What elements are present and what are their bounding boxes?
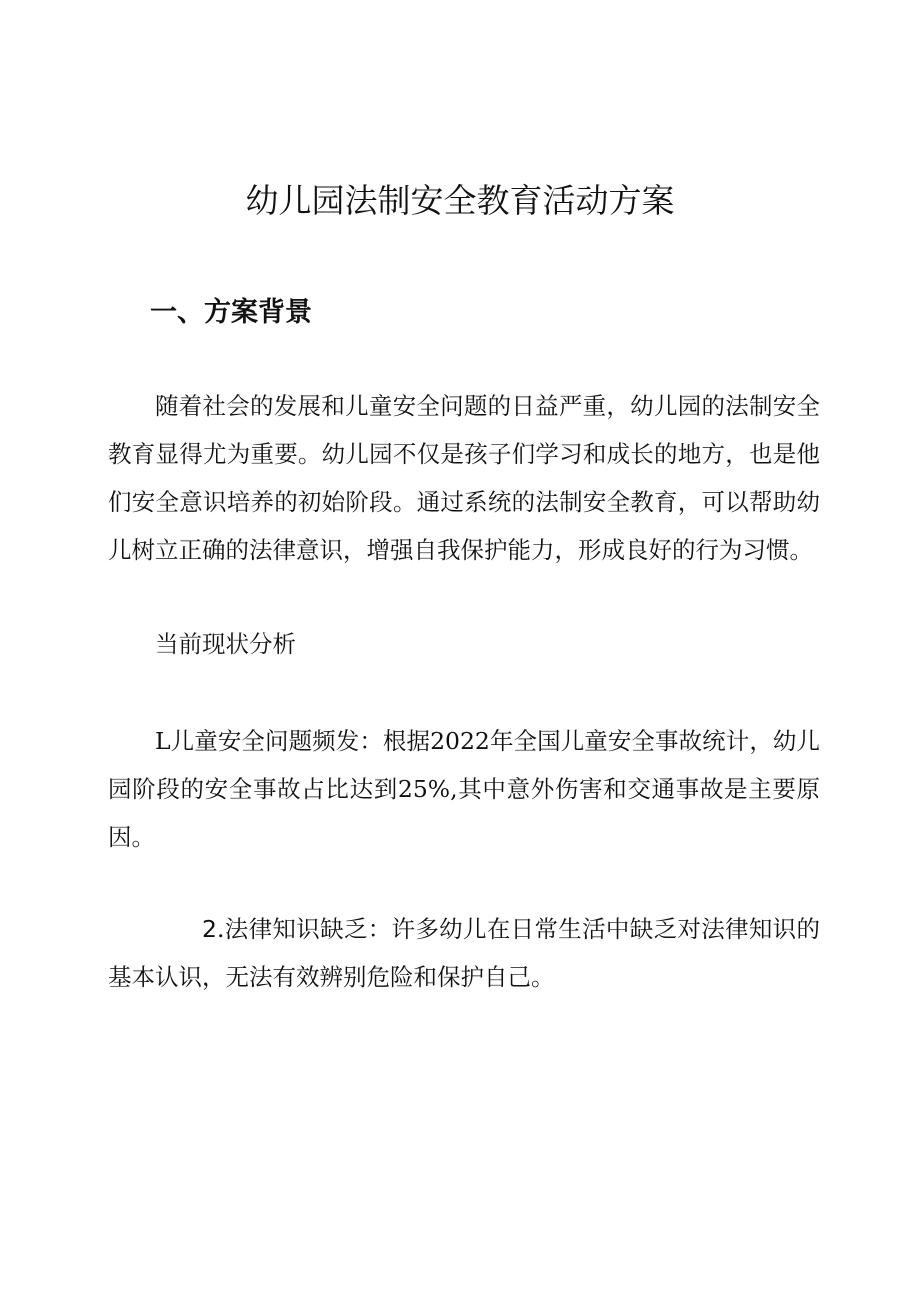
- background-paragraph: 随着社会的发展和儿童安全问题的日益严重，幼儿园的法制安全教育显得尤为重要。幼儿园不仅是孩子们学习和成长的地方，也是他们安全意识培养的初始阶段。通过系统的法制安全教育，可以帮助幼儿树立正确的法律意识，增强自我保护能力，形成良好的行为习惯。: [108, 392, 820, 564]
- list-item-2-number: 2: [202, 915, 217, 943]
- list-item-2: [108, 905, 820, 1001]
- document-title: 幼儿园法制安全教育活动方案: [245, 181, 675, 220]
- list-item-1: L儿童安全问题频发：根据2022年全国儿童安全事故统计，幼儿园阶段的安全事故占比达到25%,其中意外伤害和交通事故是主要原因。: [108, 727, 820, 851]
- analysis-subheading: 当前现状分析: [155, 630, 296, 658]
- section-heading: 一、方案背景: [150, 297, 312, 328]
- list-item-2-text: .法律知识缺乏：许多幼儿在日常生活中缺乏对法律知识的基本认识，无法有效辨别危险和保护自己。: [108, 915, 820, 991]
